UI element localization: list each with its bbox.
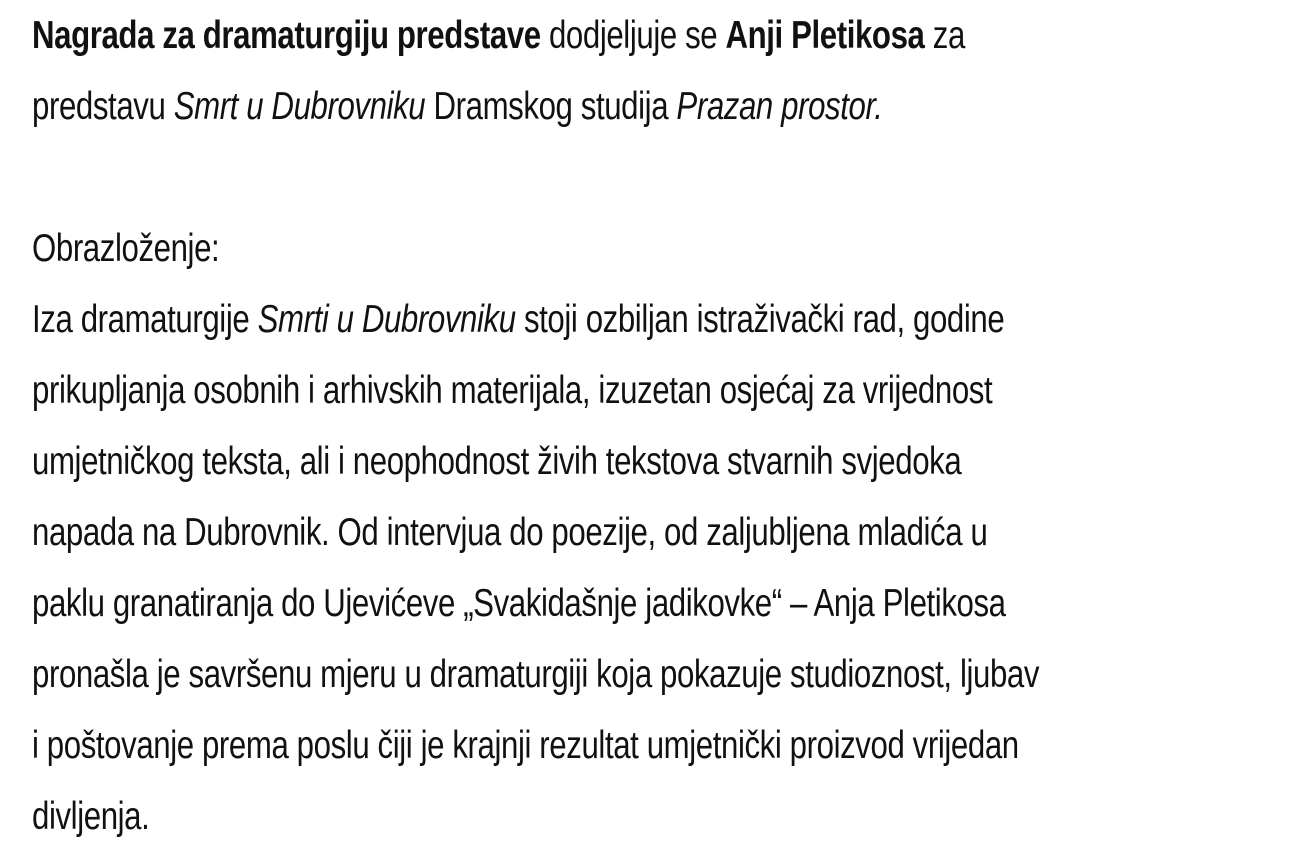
explanation-line xyxy=(32,284,1032,355)
award-title: Nagrada za dramaturgiju predstave xyxy=(32,14,541,57)
paragraph-gap xyxy=(32,142,1032,213)
play-title: Smrt u Dubrovniku xyxy=(173,85,426,128)
award-text: predstavu xyxy=(32,85,174,128)
explanation-line: napada na Dubrovnik. Od intervjua do poezije, od zaljubljena mladića u xyxy=(32,511,988,554)
explanation-line: prikupljanja osobnih i arhivskih materijala, izuzetan osjećaj za vrijednost xyxy=(32,369,993,412)
explanation-line: umjetničkog teksta, ali i neophodnost živih tekstova stvarnih svjedoka xyxy=(32,440,962,483)
award-line-2 xyxy=(32,71,1032,142)
explanation-text: Iza dramaturgije xyxy=(32,298,258,341)
explanation-line: paklu granatiranja do Ujevićeve „Svakidašnje jadikovke“ – Anja Pletikosa xyxy=(32,582,1006,625)
award-recipient: Anji Pletikosa xyxy=(725,14,925,57)
explanation-line: divljenja. xyxy=(32,795,150,838)
award-line-1 xyxy=(32,0,1032,71)
studio-name: Prazan prostor. xyxy=(676,85,883,128)
explanation-line: i poštovanje prema poslu čiji je krajnji rezultat umjetnički proizvod vrijedan xyxy=(32,724,1019,767)
award-text: dodjeljuje se xyxy=(540,14,726,57)
explanation-heading: Obrazloženje: xyxy=(32,227,220,270)
explanation-line: pronašla je savršenu mjeru u dramaturgiji koja pokazuje studioznost, ljubav xyxy=(32,653,1040,696)
award-text: Dramskog studija xyxy=(425,85,677,128)
award-text: za xyxy=(924,14,965,57)
document-body xyxy=(32,0,1040,852)
play-title: Smrti u Dubrovniku xyxy=(257,298,516,341)
explanation-text: stoji ozbiljan istraživački rad, godine xyxy=(515,298,1005,341)
